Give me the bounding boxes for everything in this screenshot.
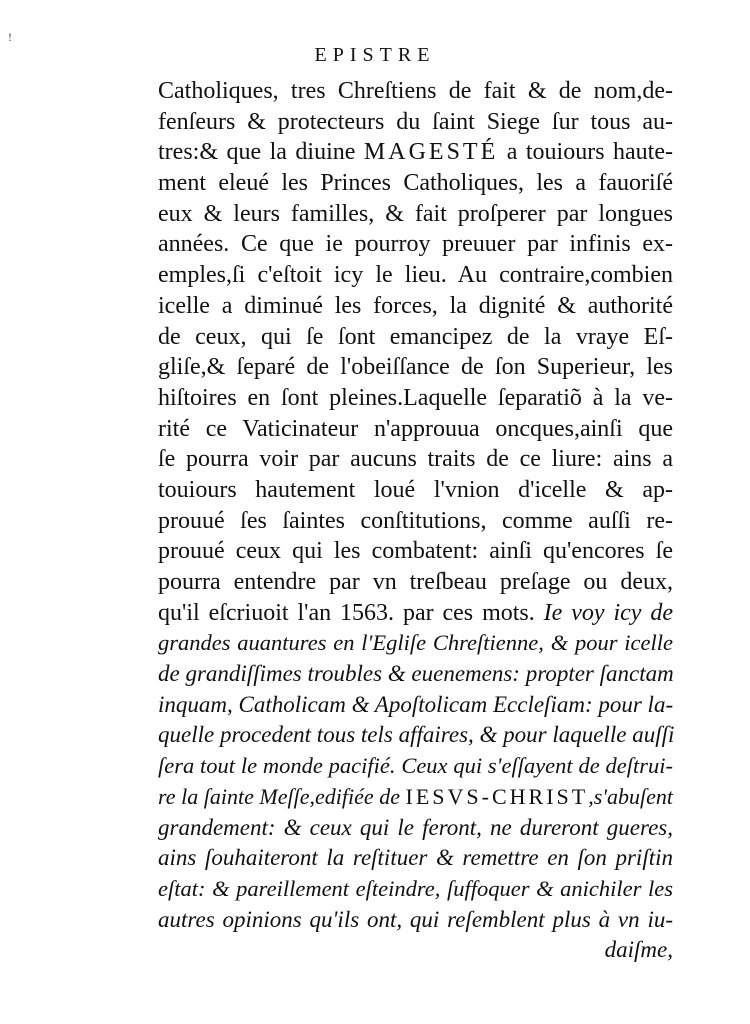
quote-line: ains ſouhaiteront la reſtituer & remettre en ſon priſtin <box>158 845 673 871</box>
text-line: rité ce Vaticinateur n'approuua oncques,ainſi que <box>158 415 673 442</box>
text-segment: ,s'abuſent <box>588 783 673 809</box>
text-line: de ceux, qui ſe ſont emancipez de la vraye Eſ- <box>158 323 673 350</box>
text-line: gliſe,& ſeparé de l'obeiſſance de ſon Superieur, les <box>158 354 673 381</box>
running-head: EPISTRE <box>314 44 436 66</box>
text-line: ment eleué les Princes Catholiques, les a fauoriſé <box>158 170 673 197</box>
name-word: IESVS-CHRIST <box>405 783 589 809</box>
text-line: ſe pourra voir par aucuns traits de ce liure: ains a <box>158 446 673 473</box>
text-line: années. Ce que ie pourroy preuuer par infinis ex- <box>158 231 673 258</box>
text-segment: qu'il eſcriuoit l'an 1563. par ces mots. <box>158 599 544 626</box>
quote-line: quelle procedent tous tels affaires, & pour laquelle auſſi <box>158 722 675 748</box>
text-segment: a touiours haute- <box>498 139 673 166</box>
text-line: prouué ceux qui les combatent: ainſi qu'encores ſe <box>158 538 673 565</box>
text-segment: tres:& que la diuine <box>158 139 364 166</box>
quote-line: grandement: & ceux qui le feront, ne dureront gueres, <box>158 814 673 840</box>
quote-line <box>158 782 673 813</box>
text-line: pourra entendre par vn treſbeau preſage ou deux, <box>158 569 673 595</box>
text-line <box>158 137 673 168</box>
body-text <box>158 76 673 966</box>
text-line: emples,ſi c'eſtoit icy le lieu. Au contraire,combien <box>158 262 673 289</box>
text-line: hiſtoires en ſont pleines.Laquelle ſeparatiõ à la ve- <box>158 384 673 411</box>
text-line <box>158 598 673 629</box>
catchword: daiſme, <box>604 937 673 963</box>
text-line: icelle a diminué les forces, la dignité & authorité <box>158 292 673 319</box>
text-line: Catholiques, tres Chreſtiens de fait & de nom,de- <box>158 78 673 104</box>
text-line: touiours hautement loué l'vnion d'icelle & ap- <box>158 476 673 503</box>
quote-line: ſera tout le monde pacifié. Ceux qui s'eſſayent de deſtrui- <box>158 753 673 779</box>
corner-mark: ! <box>8 30 12 44</box>
quote-line: grandes auantures en l'Egliſe Chreſtienne, & pour icelle <box>158 630 673 656</box>
quote-line: inquam, Catholicam & Apoſtolicam Eccleſiam: pour la- <box>158 691 674 717</box>
text-line: eux & leurs familles, & fait proſperer par longues <box>158 200 673 227</box>
text-line: fenſeurs & protecteurs du ſaint Siege ſur tous au- <box>158 108 673 135</box>
quote-line: eſtat: & pareillement eſteindre, ſuffoquer & anichiler les <box>158 875 673 901</box>
quote-line: de grandiſſimes troubles & euenemens: propter ſanctam <box>158 661 674 687</box>
text-line: prouué ſes ſaintes conſtitutions, comme auſſi re- <box>158 507 673 534</box>
quote-line: autres opinions qu'ils ont, qui reſemblent plus à vn iu- <box>158 906 673 932</box>
quote-start: Ie voy icy de <box>543 599 673 626</box>
text-segment: re la ſainte Meſſe,edifiée de <box>158 783 406 809</box>
majesty-word: MAGESTÉ <box>363 139 499 166</box>
